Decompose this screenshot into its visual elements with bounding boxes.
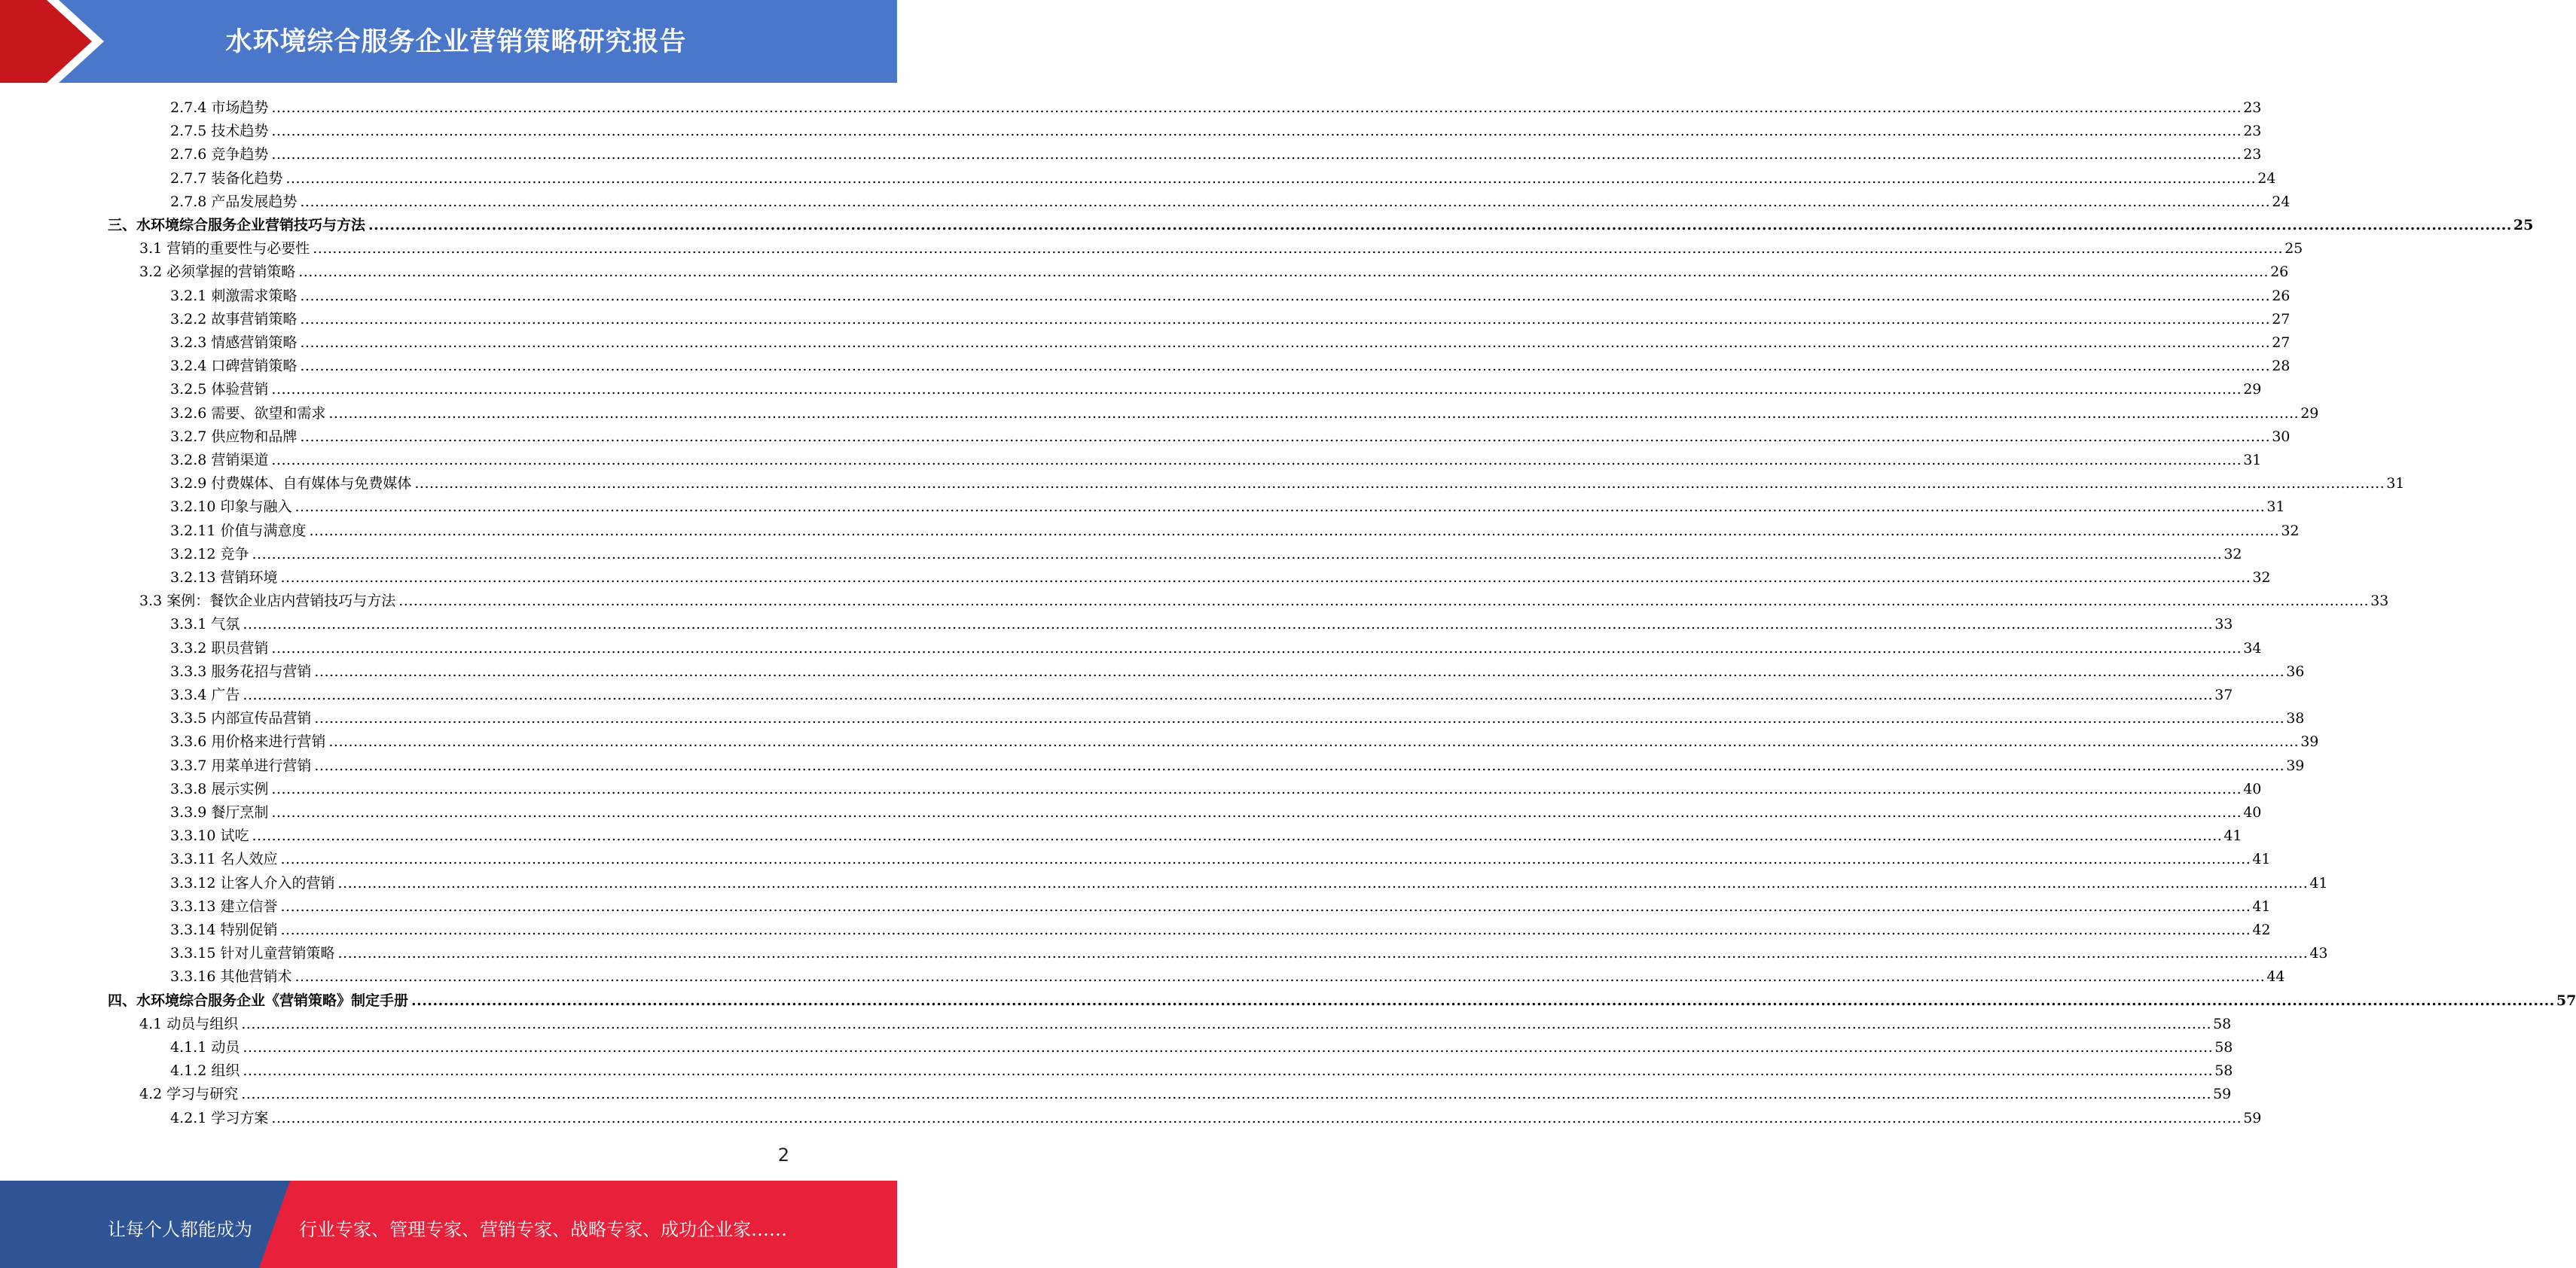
toc-entry[interactable]	[0, 918, 2271, 941]
toc-leader-dots: ................................................................................................................................................................................................................................................................................................................................................................................................................	[300, 193, 2271, 210]
toc-entry-label: 3.3.8 展示实例	[170, 780, 269, 797]
toc-entry[interactable]	[0, 612, 2233, 636]
toc-entry-label: 3.3.2 职员营销	[170, 639, 269, 657]
toc-entry[interactable]	[0, 119, 2262, 142]
toc-entry[interactable]	[0, 542, 2242, 565]
toc-entry-label: 3.3.10 试吃	[170, 828, 249, 845]
toc-entry-page: 59	[2243, 1109, 2262, 1126]
toc-leader-dots: ................................................................................................................................................................................................................................................................................................................................................................................................................	[298, 264, 2269, 281]
toc-entry-page: 31	[2386, 475, 2405, 492]
toc-entry-page: 44	[2266, 968, 2285, 986]
page-header	[0, 0, 897, 83]
toc-leader-dots: ................................................................................................................................................................................................................................................................................................................................................................................................................	[411, 992, 2555, 1009]
toc-leader-dots: ................................................................................................................................................................................................................................................................................................................................................................................................................	[271, 123, 2242, 140]
toc-entry-page: 58	[2214, 1039, 2233, 1056]
toc-leader-dots: ................................................................................................................................................................................................................................................................................................................................................................................................................	[271, 99, 2242, 116]
toc-entry-page: 41	[2309, 874, 2328, 892]
toc-entry[interactable]	[0, 683, 2233, 706]
toc-entry-label: 3.2.6 需要、欲望和需求	[170, 404, 326, 422]
toc-entry-page: 31	[2266, 498, 2285, 516]
toc-entry-label: 3.2.1 刺激需求策略	[170, 287, 298, 304]
toc-entry-page: 41	[2252, 898, 2271, 915]
toc-leader-dots: ................................................................................................................................................................................................................................................................................................................................................................................................................	[314, 757, 2285, 774]
toc-entry-label: 3.3.4 广告	[170, 687, 240, 703]
toc-leader-dots: ................................................................................................................................................................................................................................................................................................................................................................................................................	[309, 522, 2280, 539]
toc-entry-label: 3.2.5 体验营销	[170, 381, 269, 398]
toc-leader-dots: ................................................................................................................................................................................................................................................................................................................................................................................................................	[271, 452, 2242, 468]
toc-entry-page: 24	[2257, 169, 2276, 187]
toc-entry-label: 3.2.2 故事营销策略	[170, 310, 298, 328]
toc-entry-page: 43	[2309, 945, 2328, 962]
toc-entry[interactable]	[0, 425, 2291, 448]
toc-leader-dots: ................................................................................................................................................................................................................................................................................................................................................................................................................	[280, 922, 2251, 938]
toc-entry-page: 58	[2213, 1015, 2232, 1032]
toc-entry-label: 4.2 学习与研究	[139, 1086, 239, 1103]
toc-entry[interactable]	[0, 354, 2291, 377]
toc-entry-page: 28	[2272, 358, 2291, 375]
toc-entry-label: 4.2.1 学习方案	[170, 1109, 269, 1126]
toc-entry-label: 3.3.9 餐厅烹制	[170, 804, 269, 821]
toc-leader-dots: ................................................................................................................................................................................................................................................................................................................................................................................................................	[337, 945, 2309, 962]
toc-entry-page: 41	[2223, 828, 2242, 845]
toc-entry-label: 三、水环境综合服务企业营销技巧与方法	[108, 217, 366, 233]
toc-entry-page: 23	[2243, 146, 2262, 163]
toc-entry-page: 58	[2214, 1062, 2233, 1080]
toc-entry-label: 3.2.3 情感营销策略	[170, 334, 298, 351]
toc-leader-dots: ................................................................................................................................................................................................................................................................................................................................................................................................................	[280, 569, 2251, 586]
toc-leader-dots: ................................................................................................................................................................................................................................................................................................................................................................................................................	[271, 780, 2242, 797]
toc-entry-label: 3.3.15 针对儿童营销策略	[170, 945, 335, 962]
toc-entry-page: 30	[2272, 428, 2291, 445]
toc-entry-label: 3.1 营销的重要性与必要性	[139, 240, 310, 258]
toc-entry-label: 3.2.10 印象与融入	[170, 498, 292, 516]
toc-entry-page: 32	[2252, 569, 2271, 586]
toc-entry[interactable]	[0, 941, 2328, 965]
toc-entry-label: 四、水环境综合服务企业《营销策略》制定手册	[108, 992, 409, 1009]
toc-entry-label: 4.1.1 动员	[170, 1039, 240, 1056]
toc-leader-dots: ................................................................................................................................................................................................................................................................................................................................................................................................................	[252, 545, 2223, 562]
toc-leader-dots: ................................................................................................................................................................................................................................................................................................................................................................................................................	[243, 1039, 2214, 1056]
toc-entry-label: 3.2.11 价值与满意度	[170, 522, 307, 539]
toc-entry-label: 3.3.7 用菜单进行营销	[170, 757, 312, 774]
toc-entry-page: 25	[2513, 217, 2534, 233]
toc-entry-label: 3.3.6 用价格来进行营销	[170, 733, 326, 751]
toc-leader-dots: ................................................................................................................................................................................................................................................................................................................................................................................................................	[271, 804, 2242, 821]
toc-entry[interactable]	[0, 142, 2262, 166]
toc-entry-page: 39	[2300, 733, 2319, 751]
toc-entry[interactable]	[0, 377, 2262, 401]
toc-entry[interactable]	[0, 636, 2262, 660]
toc-leader-dots: ................................................................................................................................................................................................................................................................................................................................................................................................................	[300, 428, 2271, 445]
toc-leader-dots: ................................................................................................................................................................................................................................................................................................................................................................................................................	[300, 358, 2271, 375]
toc-entry-page: 26	[2272, 287, 2291, 304]
toc-entry-page: 31	[2243, 452, 2262, 468]
toc-entry-page: 26	[2270, 264, 2289, 281]
toc-entry[interactable]	[0, 777, 2262, 800]
toc-entry-label: 2.7.5 技术趋势	[170, 123, 269, 140]
toc-entry[interactable]	[0, 1059, 2233, 1082]
toc-entry[interactable]	[0, 260, 2289, 283]
toc-entry-page: 34	[2243, 639, 2262, 657]
toc-entry[interactable]	[0, 965, 2285, 988]
toc-entry-page: 57	[2556, 992, 2576, 1009]
toc-leader-dots: ................................................................................................................................................................................................................................................................................................................................................................................................................	[295, 498, 2266, 516]
toc-entry[interactable]	[0, 800, 2262, 824]
toc-entry-label: 3.3 案例：餐饮企业店内营销技巧与方法	[139, 593, 396, 610]
toc-entry-page: 33	[2370, 593, 2389, 610]
toc-leader-dots: ................................................................................................................................................................................................................................................................................................................................................................................................................	[337, 874, 2309, 892]
toc-leader-dots: ................................................................................................................................................................................................................................................................................................................................................................................................................	[328, 404, 2300, 422]
toc-entry[interactable]	[0, 495, 2285, 518]
toc-leader-dots: ................................................................................................................................................................................................................................................................................................................................................................................................................	[313, 240, 2284, 258]
toc-leader-dots: ................................................................................................................................................................................................................................................................................................................................................................................................................	[241, 1086, 2212, 1103]
toc-entry-page: 38	[2286, 710, 2305, 727]
toc-entry-label: 3.2.7 供应物和品牌	[170, 428, 298, 445]
toc-entry-page: 27	[2272, 310, 2291, 328]
toc-leader-dots: ................................................................................................................................................................................................................................................................................................................................................................................................................	[295, 968, 2266, 986]
toc-entry[interactable]	[0, 871, 2328, 895]
toc-entry[interactable]	[0, 754, 2305, 777]
toc-entry-page: 29	[2300, 404, 2319, 422]
toc-entry-page: 25	[2285, 240, 2303, 258]
toc-leader-dots: ................................................................................................................................................................................................................................................................................................................................................................................................................	[271, 146, 2242, 163]
toc-entry-label: 3.3.11 名人效应	[170, 851, 278, 868]
toc-entry-page: 59	[2213, 1086, 2232, 1103]
toc-entry[interactable]	[0, 96, 2262, 119]
toc-entry-label: 4.1 动员与组织	[139, 1015, 239, 1032]
toc-leader-dots: ................................................................................................................................................................................................................................................................................................................................................................................................................	[280, 898, 2251, 915]
toc-entry-label: 2.7.4 市场趋势	[170, 99, 269, 116]
toc-entry[interactable]	[0, 213, 2534, 236]
toc-leader-dots: ................................................................................................................................................................................................................................................................................................................................................................................................................	[252, 828, 2223, 845]
toc-entry-page: 37	[2214, 687, 2233, 703]
toc-entry-page: 29	[2243, 381, 2262, 398]
toc-entry[interactable]	[0, 519, 2300, 542]
toc-leader-dots: ................................................................................................................................................................................................................................................................................................................................................................................................................	[271, 639, 2242, 657]
toc-leader-dots: ................................................................................................................................................................................................................................................................................................................................................................................................................	[241, 1015, 2212, 1032]
toc-entry[interactable]	[0, 448, 2262, 471]
toc-entry-label: 4.1.2 组织	[170, 1062, 240, 1080]
toc-entry-page: 24	[2272, 193, 2291, 210]
toc-entry-label: 3.3.5 内部宣传品营销	[170, 710, 312, 727]
toc-entry-label: 3.3.14 特别促销	[170, 922, 278, 938]
toc-entry-label: 3.2.9 付费媒体、自有媒体与免费媒体	[170, 475, 412, 492]
toc-entry-page: 32	[2223, 545, 2242, 562]
toc-entry-page: 23	[2243, 99, 2262, 116]
toc-entry-page: 42	[2252, 922, 2271, 938]
toc-entry[interactable]	[0, 1082, 2232, 1105]
toc-entry[interactable]	[0, 565, 2271, 589]
toc-leader-dots: ................................................................................................................................................................................................................................................................................................................................................................................................................	[314, 663, 2285, 680]
toc-entry-label: 3.2.12 竞争	[170, 545, 249, 562]
toc-entry[interactable]	[0, 824, 2242, 847]
toc-entry-label: 2.7.8 产品发展趋势	[170, 193, 298, 210]
toc-entry[interactable]	[0, 589, 2389, 612]
toc-entry-page: 27	[2272, 334, 2291, 351]
toc-entry[interactable]	[0, 331, 2291, 354]
toc-entry[interactable]	[0, 1106, 2262, 1129]
toc-entry-label: 3.2.13 营销环境	[170, 569, 278, 586]
toc-entry[interactable]	[0, 401, 2319, 425]
toc-leader-dots: ................................................................................................................................................................................................................................................................................................................................................................................................................	[300, 334, 2271, 351]
toc-leader-dots: ................................................................................................................................................................................................................................................................................................................................................................................................................	[243, 687, 2214, 703]
toc-entry[interactable]	[0, 1012, 2232, 1035]
toc-entry-label: 3.3.13 建立信誉	[170, 898, 278, 915]
toc-entry-label: 3.2.4 口碑营销策略	[170, 358, 298, 375]
toc-entry[interactable]	[0, 471, 2405, 495]
toc-entry[interactable]	[0, 236, 2303, 260]
toc-entry-page: 39	[2286, 757, 2305, 774]
toc-leader-dots: ................................................................................................................................................................................................................................................................................................................................................................................................................	[300, 287, 2271, 304]
toc-entry[interactable]	[0, 706, 2305, 730]
toc-leader-dots: ................................................................................................................................................................................................................................................................................................................................................................................................................	[285, 169, 2257, 187]
page-number: 2	[777, 1145, 789, 1166]
toc-entry[interactable]	[0, 730, 2319, 753]
toc-entry-label: 2.7.6 竞争趋势	[170, 146, 269, 163]
toc-entry-page: 40	[2243, 804, 2262, 821]
toc-entry[interactable]	[0, 895, 2271, 918]
toc-entry[interactable]	[0, 847, 2271, 870]
toc-entry-label: 3.3.3 服务花招与营销	[170, 663, 312, 680]
toc-entry-page: 41	[2252, 851, 2271, 868]
toc-entry[interactable]	[0, 166, 2276, 190]
toc-leader-dots: ................................................................................................................................................................................................................................................................................................................................................................................................................	[314, 710, 2285, 727]
toc-leader-dots: ................................................................................................................................................................................................................................................................................................................................................................................................................	[328, 733, 2300, 751]
toc-entry-label: 3.3.1 气氛	[170, 616, 240, 633]
toc-entry-page: 33	[2214, 616, 2233, 633]
toc-entry[interactable]	[0, 989, 2576, 1012]
toc-entry[interactable]	[0, 1035, 2233, 1059]
toc-entry-page: 36	[2286, 663, 2305, 680]
toc-leader-dots: ................................................................................................................................................................................................................................................................................................................................................................................................................	[243, 616, 2214, 633]
page-footer	[0, 1181, 897, 1268]
toc-leader-dots: ................................................................................................................................................................................................................................................................................................................................................................................................................	[280, 851, 2251, 868]
toc-leader-dots: ................................................................................................................................................................................................................................................................................................................................................................................................................	[300, 310, 2271, 328]
toc-entry-label: 3.2.8 营销渠道	[170, 452, 269, 468]
toc-entry-page: 40	[2243, 780, 2262, 797]
toc-entry-label: 3.2 必须掌握的营销策略	[139, 264, 296, 281]
toc-leader-dots: ................................................................................................................................................................................................................................................................................................................................................................................................................	[368, 217, 2512, 233]
toc-entry[interactable]	[0, 660, 2305, 683]
toc-entry-label: 3.3.16 其他营销术	[170, 968, 292, 986]
toc-entry-page: 23	[2243, 123, 2262, 140]
toc-leader-dots: ................................................................................................................................................................................................................................................................................................................................................................................................................	[271, 381, 2242, 398]
footer-slogan-left: 让每个人都能成为	[108, 1219, 252, 1240]
toc-leader-dots: ................................................................................................................................................................................................................................................................................................................................................................................................................	[414, 475, 2385, 492]
toc-entry-label: 2.7.7 装备化趋势	[170, 169, 283, 187]
toc-entry[interactable]	[0, 307, 2291, 331]
report-title: 水环境综合服务企业营销策略研究报告	[225, 27, 687, 57]
toc-entry[interactable]	[0, 190, 2291, 213]
toc-entry[interactable]	[0, 284, 2291, 307]
toc-leader-dots: ................................................................................................................................................................................................................................................................................................................................................................................................................	[271, 1109, 2242, 1126]
toc-leader-dots: ................................................................................................................................................................................................................................................................................................................................................................................................................	[243, 1062, 2214, 1080]
toc-entry-label: 3.3.12 让客人介入的营销	[170, 874, 335, 892]
toc-entry-page: 32	[2281, 522, 2300, 539]
footer-slogan-right: 行业专家、管理专家、营销专家、战略专家、成功企业家……	[299, 1219, 787, 1240]
toc-leader-dots: ................................................................................................................................................................................................................................................................................................................................................................................................................	[398, 593, 2370, 610]
